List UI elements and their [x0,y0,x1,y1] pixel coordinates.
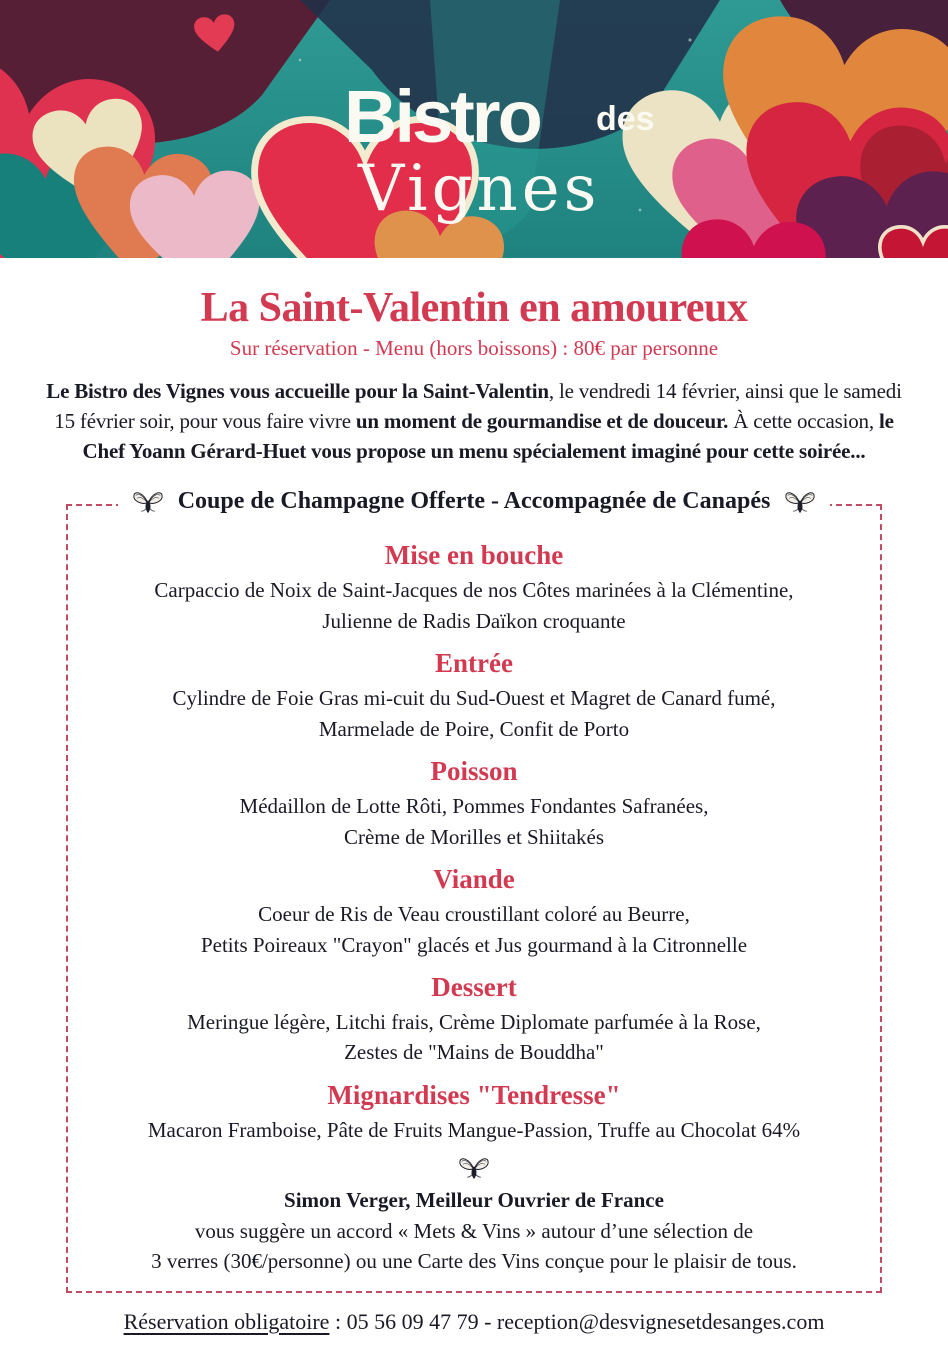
course-line: Macaron Framboise, Pâte de Fruits Mangue-Passion, Truffe au Chocolat 64% [147,1117,801,1142]
course-line: Médaillon de Lotte Rôti, Pommes Fondantes Safranées, [239,794,709,819]
course-line: Marmelade de Poire, Confit de Porto [318,716,630,741]
sommelier-line: 3 verres (30€/personne) ou une Carte des Vins conçue pour le plaisir de tous. [151,1249,797,1274]
legend-text: Coupe de Champagne Offerte - Accompagnée de Canapés [177,488,771,515]
intro-bold-3: un moment de gourmandise et de douceur. [355,408,729,433]
brand-word-des: des [596,100,655,138]
course-section-viande [82,864,866,960]
intro-paragraph [42,377,906,466]
course-line: Carpaccio de Noix de Saint-Jacques de nos Côtes marinées à la Clémentine, [154,578,794,603]
sommelier-line: vous suggère un accord « Mets & Vins » autour d’une sélection de [194,1218,754,1243]
course-section-dessert [82,972,866,1068]
course-section-entree [82,648,866,744]
menu-box [66,488,882,1292]
sommelier-name: Simon Verger, Meilleur Ouvrier de France [284,1188,664,1213]
butterfly-icon [132,489,164,515]
brand-word-vignes: Vignes [358,152,601,226]
butterfly-icon [784,489,816,515]
sommelier-note [82,1185,866,1276]
menu-box-legend [68,488,880,520]
reservation-contact: : 05 56 09 47 79 - reception@desvignesetdesanges.com [329,1308,825,1334]
intro-bold-1: Le Bistro des Vignes vous accueille pour la Saint-Valentin [46,379,549,403]
course-line: Petits Poireaux "Crayon" glacés et Jus gourmand à la Citronnelle [200,932,748,957]
course-title: Entrée [435,648,513,679]
header-hearts-artwork [0,0,948,258]
course-title: Mignardises "Tendresse" [327,1079,621,1110]
intro-bold-5: le Chef Yoann Gérard-Huet vous propose un menu spécialement imaginé pour cette soirée... [82,408,894,463]
intro-text-2: , le vendredi 14 février, ainsi que le samedi 15 février soir, pour vous faire vivre [54,379,902,433]
course-line: Cylindre de Foie Gras mi-cuit du Sud-Ouest et Magret de Canard fumé, [172,686,776,711]
course-title: Viande [433,864,515,895]
brand-word-bistro: Bistro [344,75,540,158]
reservation-label: Réservation obligatoire [123,1308,330,1334]
intro-text-4: À cette occasion, [728,408,879,433]
course-section-mise-en-bouche [82,540,866,636]
course-line: Julienne de Radis Daïkon croquante [322,608,626,633]
reservation-footer [0,1309,948,1335]
course-line: Coeur de Ris de Veau croustillant coloré au Beurre, [258,902,690,927]
course-section-mignardises [82,1080,866,1145]
course-title: Dessert [431,971,517,1002]
butterfly-icon [458,1155,490,1181]
course-title: Mise en bouche [384,540,564,571]
butterfly-divider [82,1155,866,1181]
subtitle: Sur réservation - Menu (hors boissons) : 80€ par personne [229,336,719,360]
page-title: La Saint-Valentin en amoureux [200,285,748,331]
course-line: Meringue légère, Litchi frais, Crème Diplomate parfumée à la Rose, [187,1009,761,1034]
course-section-poisson [82,756,866,852]
course-title: Poisson [430,756,518,787]
course-line: Zestes de "Mains de Bouddha" [344,1040,604,1065]
course-line: Crème de Morilles et Shiitakés [343,824,605,849]
